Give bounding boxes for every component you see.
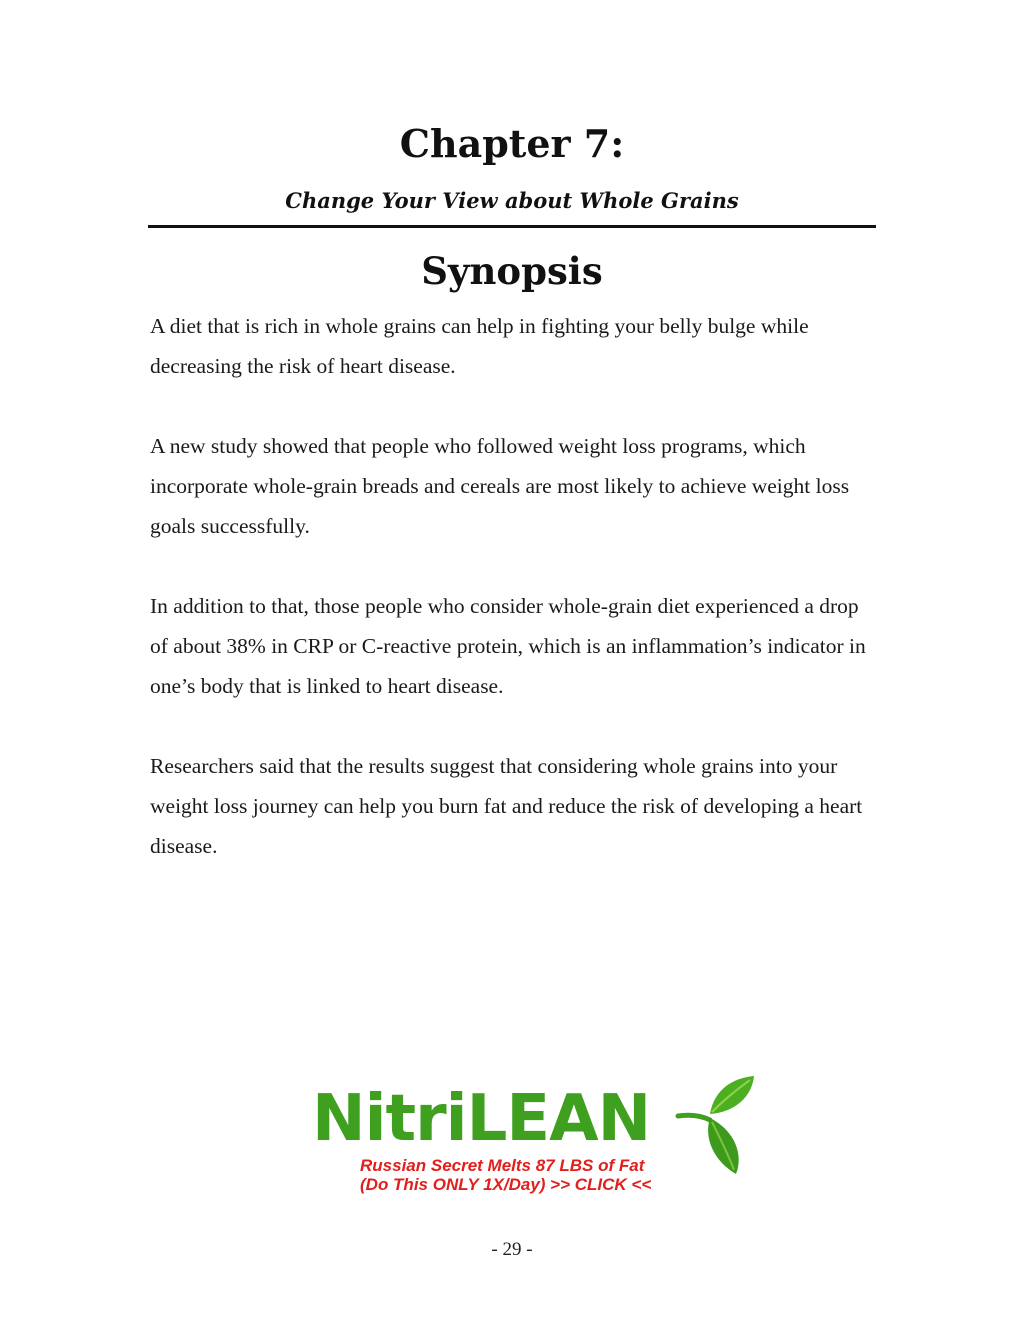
body-text [150, 306, 880, 906]
paragraph: A new study showed that people who followed weight loss programs, which incorporate whole-grain breads and cereals are most likely to achieve weight loss goals successfully. [150, 434, 850, 538]
paragraph: Researchers said that the results suggest that considering whole grains into your weight loss journey can help you burn fat and reduce the risk of developing a heart disease. [150, 754, 863, 858]
ad-tagline-line-2: (Do This ONLY 1X/Day) >> CLICK << [360, 1175, 652, 1194]
paragraph: A diet that is rich in whole grains can help in fighting your belly bulge while decreasing the risk of heart disease. [150, 314, 809, 378]
chapter-subtitle: Change Your View about Whole Grains [285, 188, 739, 213]
leaf-icon [670, 1070, 760, 1180]
ad-tagline [360, 1156, 651, 1194]
paragraph: In addition to that, those people who consider whole-grain diet experienced a drop of about 38% in CRP or C-reactive protein, which is an inflammation’s indicator in one’s body that is linked to heart disease. [150, 594, 866, 698]
ad-tagline-line-1: Russian Secret Melts 87 LBS of Fat [360, 1156, 645, 1175]
ad-logo-text: NitriLEAN [312, 1082, 651, 1156]
title-divider [148, 225, 876, 228]
chapter-title: Chapter 7: [399, 121, 625, 166]
page-number: - 29 - [491, 1239, 533, 1260]
section-title: Synopsis [421, 249, 603, 293]
nitrilean-ad-banner[interactable] [310, 1070, 750, 1200]
